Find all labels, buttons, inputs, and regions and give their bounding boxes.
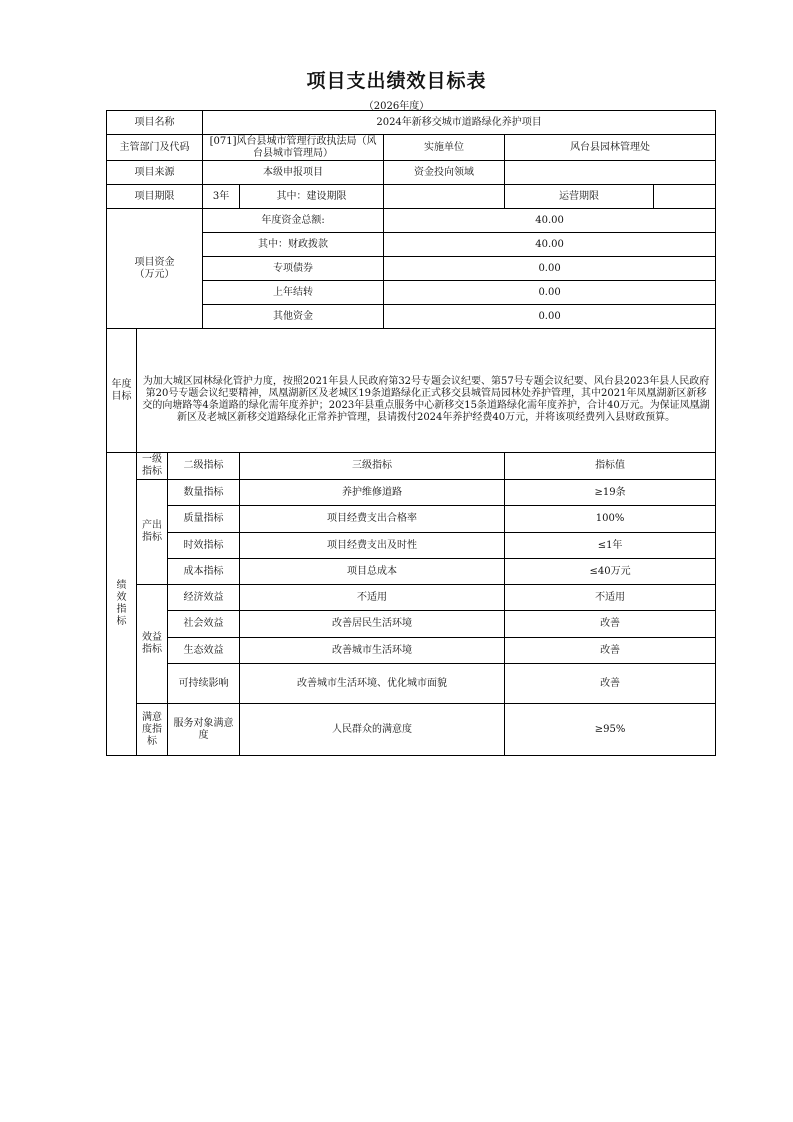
output-l2-quantity: 数量指标 [168,480,240,506]
funds-label-total: 年度资金总额: [203,209,384,233]
satisfaction-value: ≥95% [505,704,716,756]
funds-label-fiscal: 其中：财政拨款 [203,233,384,257]
benefit-value-economic: 不适用 [505,585,716,611]
funds-value-fiscal: 40.00 [384,233,716,257]
annual-goal-label: 年度目标 [107,329,137,453]
benefit-l3-sustainable: 改善城市生活环境、优化城市面貌 [240,664,505,704]
page-title: 项目支出绩效目标表 [306,70,487,92]
op-period-value [654,185,716,209]
funds-value-total: 40.00 [384,209,716,233]
page-subtitle: （2026年度） [363,101,430,112]
invest-field-value [505,161,716,185]
benefit-l2-social: 社会效益 [168,611,240,638]
output-l3-cost: 项目总成本 [240,559,505,585]
op-period-label: 运营期限 [505,185,654,209]
output-l2-cost: 成本指标 [168,559,240,585]
benefit-l2-sustainable: 可持续影响 [168,664,240,704]
output-l3-timeliness: 项目经费支出及时性 [240,533,505,559]
output-value-quantity: ≥19条 [505,480,716,506]
satisfaction-l3: 人民群众的满意度 [240,704,505,756]
benefit-l3-ecological: 改善城市生活环境 [240,638,505,664]
invest-field-label: 资金投向领域 [384,161,505,185]
header-level3: 三级指标 [240,453,505,480]
output-value-cost: ≤40万元 [505,559,716,585]
benefit-indicators-label: 效益指标 [137,585,168,704]
source-value: 本级申报项目 [203,161,384,185]
build-period-label: 其中：建设期限 [240,185,384,209]
benefit-l3-social: 改善居民生活环境 [240,611,505,638]
funds-label-bond: 专项债券 [203,257,384,281]
output-l2-timeliness: 时效指标 [168,533,240,559]
period-value: 3年 [203,185,240,209]
output-value-timeliness: ≤1年 [505,533,716,559]
funds-value-bond: 0.00 [384,257,716,281]
funds-label-carryover: 上年结转 [203,281,384,305]
output-l2-quality: 质量指标 [168,506,240,533]
dept-value: [071]风台县城市管理行政执法局（风台县城市管理局） [203,135,384,161]
project-name-label: 项目名称 [107,111,203,135]
annual-goal-text: 为加大城区园林绿化管护力度，按照2021年县人民政府第32号专题会议纪要、第57号专题会议纪要、风台县2023年县人民政府第20号专题会议纪要精神，凤凰湖新区及老城区19条道路绿化正式移交县城管局园林处养护管理，其中2021年凤凰湖新区新移交的向塘路等4条道路的绿化需年度养护；2023年县重点服务中心新移交15条道路绿化需年度养护，合计40万元。为保证凤凰湖新区及老城区新移交道路绿化正常养护管理，县请拨付2024年养护经费40万元，并将该项经费列入县财政预算。 [137,329,716,453]
performance-target-table [106,110,716,756]
header-level1: 一级指标 [137,453,168,480]
satisfaction-l2: 服务对象满意度 [168,704,240,756]
benefit-l3-economic: 不适用 [240,585,505,611]
output-l3-quantity: 养护维修道路 [240,480,505,506]
header-level2: 二级指标 [168,453,240,480]
benefit-value-ecological: 改善 [505,638,716,664]
performance-indicators-label: 绩效指标 [107,453,137,756]
benefit-l2-economic: 经济效益 [168,585,240,611]
funds-value-other: 0.00 [384,305,716,329]
funds-value-carryover: 0.00 [384,281,716,305]
output-l3-quality: 项目经费支出合格率 [240,506,505,533]
header-value: 指标值 [505,453,716,480]
output-indicators-label: 产出指标 [137,480,168,585]
build-period-value [384,185,505,209]
impl-unit-label: 实施单位 [384,135,505,161]
project-name-value: 2024年新移交城市道路绿化养护项目 [203,111,716,135]
benefit-value-sustainable: 改善 [505,664,716,704]
funds-label-other: 其他资金 [203,305,384,329]
output-value-quality: 100% [505,506,716,533]
satisfaction-indicators-label: 满意度指标 [137,704,168,756]
source-label: 项目来源 [107,161,203,185]
dept-label: 主管部门及代码 [107,135,203,161]
impl-unit-value: 风台县园林管理处 [505,135,716,161]
period-label: 项目期限 [107,185,203,209]
funds-label: 项目资金 （万元） [107,209,203,329]
benefit-value-social: 改善 [505,611,716,638]
benefit-l2-ecological: 生态效益 [168,638,240,664]
